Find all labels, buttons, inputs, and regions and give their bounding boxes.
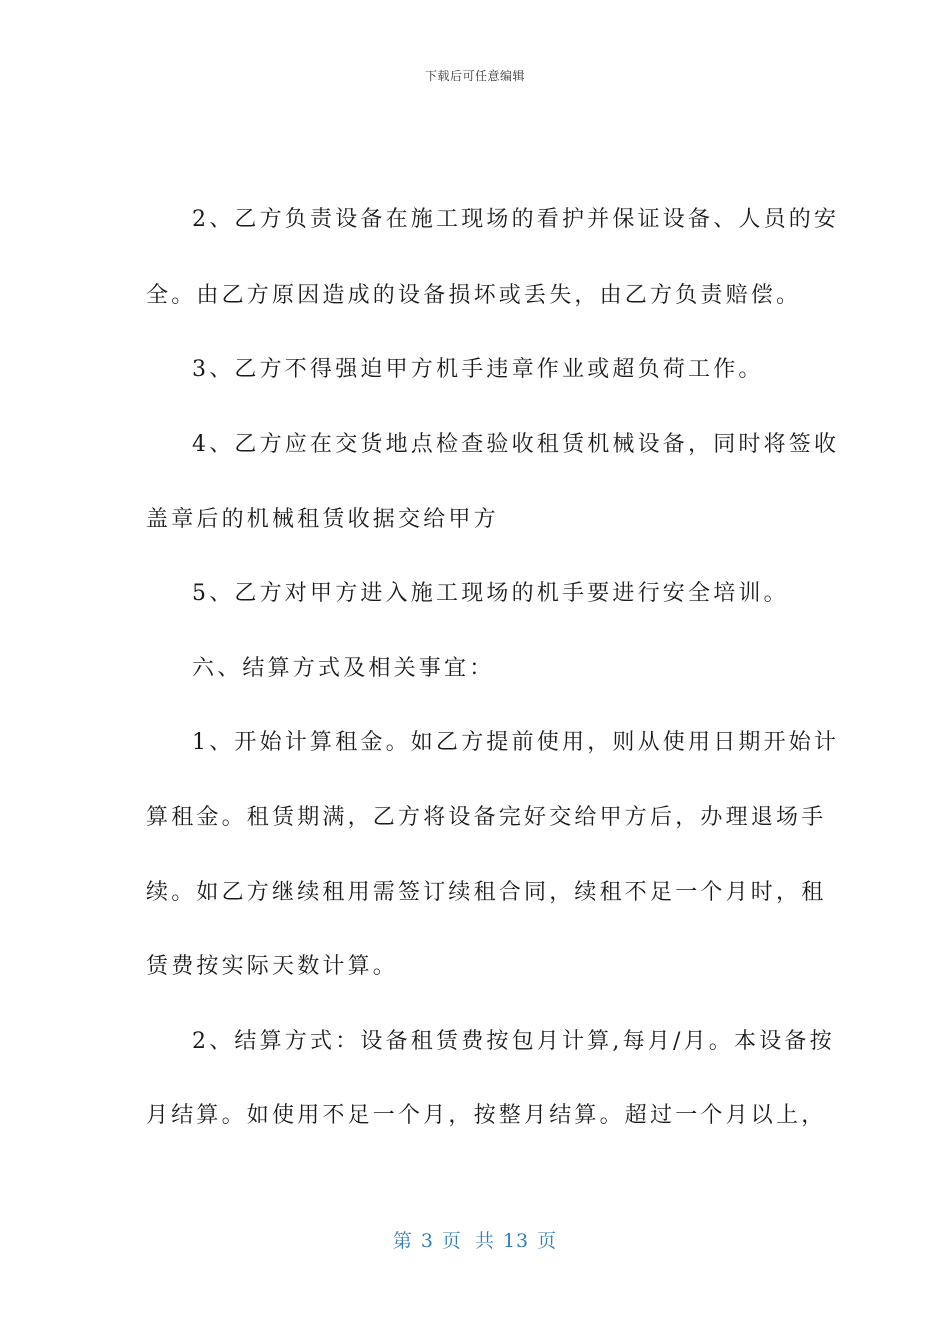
paragraph-line: 续。如乙方继续租用需签订续租合同，续租不足一个月时，租 [146,880,827,905]
paragraph-line: 3、乙方不得强迫甲方机手违章作业或超负荷工作。 [192,357,764,382]
footer-word-of: 页 共 [441,1230,495,1252]
paragraph-line: 1、开始计算租金。如乙方提前使用，则从使用日期开始计 [192,730,840,755]
paragraph-line: 算租金。租赁期满，乙方将设备完好交给甲方后，办理退场手 [146,805,827,830]
paragraph-line: 全。由乙方原因造成的设备损坏或丢失，由乙方负责赔偿。 [146,283,802,308]
paragraph-line: 2、结算方式：设备租赁费按包月计算,每月/月。本设备按 [192,1029,835,1054]
footer-word-page: 第 [392,1230,413,1252]
paragraph-line: 月结算。如使用不足一个月，按整月结算。超过一个月以上， [146,1103,827,1128]
paragraph-line: 赁费按实际天数计算。 [146,954,399,979]
paragraph-line: 4、乙方应在交货地点检查验收租赁机械设备，同时将签收 [192,432,840,457]
header-note: 下载后可任意编辑 [424,69,525,83]
footer-word-pages: 页 [537,1230,558,1252]
paragraph-line: 2、乙方负责设备在施工现场的看护并保证设备、人员的安 [192,207,840,232]
paragraph-line: 盖章后的机械租赁收据交给甲方 [146,507,499,532]
current-page-number: 3 [420,1230,434,1252]
paragraph-line: 5、乙方对甲方进入施工现场的机手要进行安全培训。 [192,581,789,606]
section-heading: 六、结算方式及相关事宜： [192,656,495,681]
total-page-count: 13 [502,1230,530,1252]
page-footer [0,1226,950,1253]
